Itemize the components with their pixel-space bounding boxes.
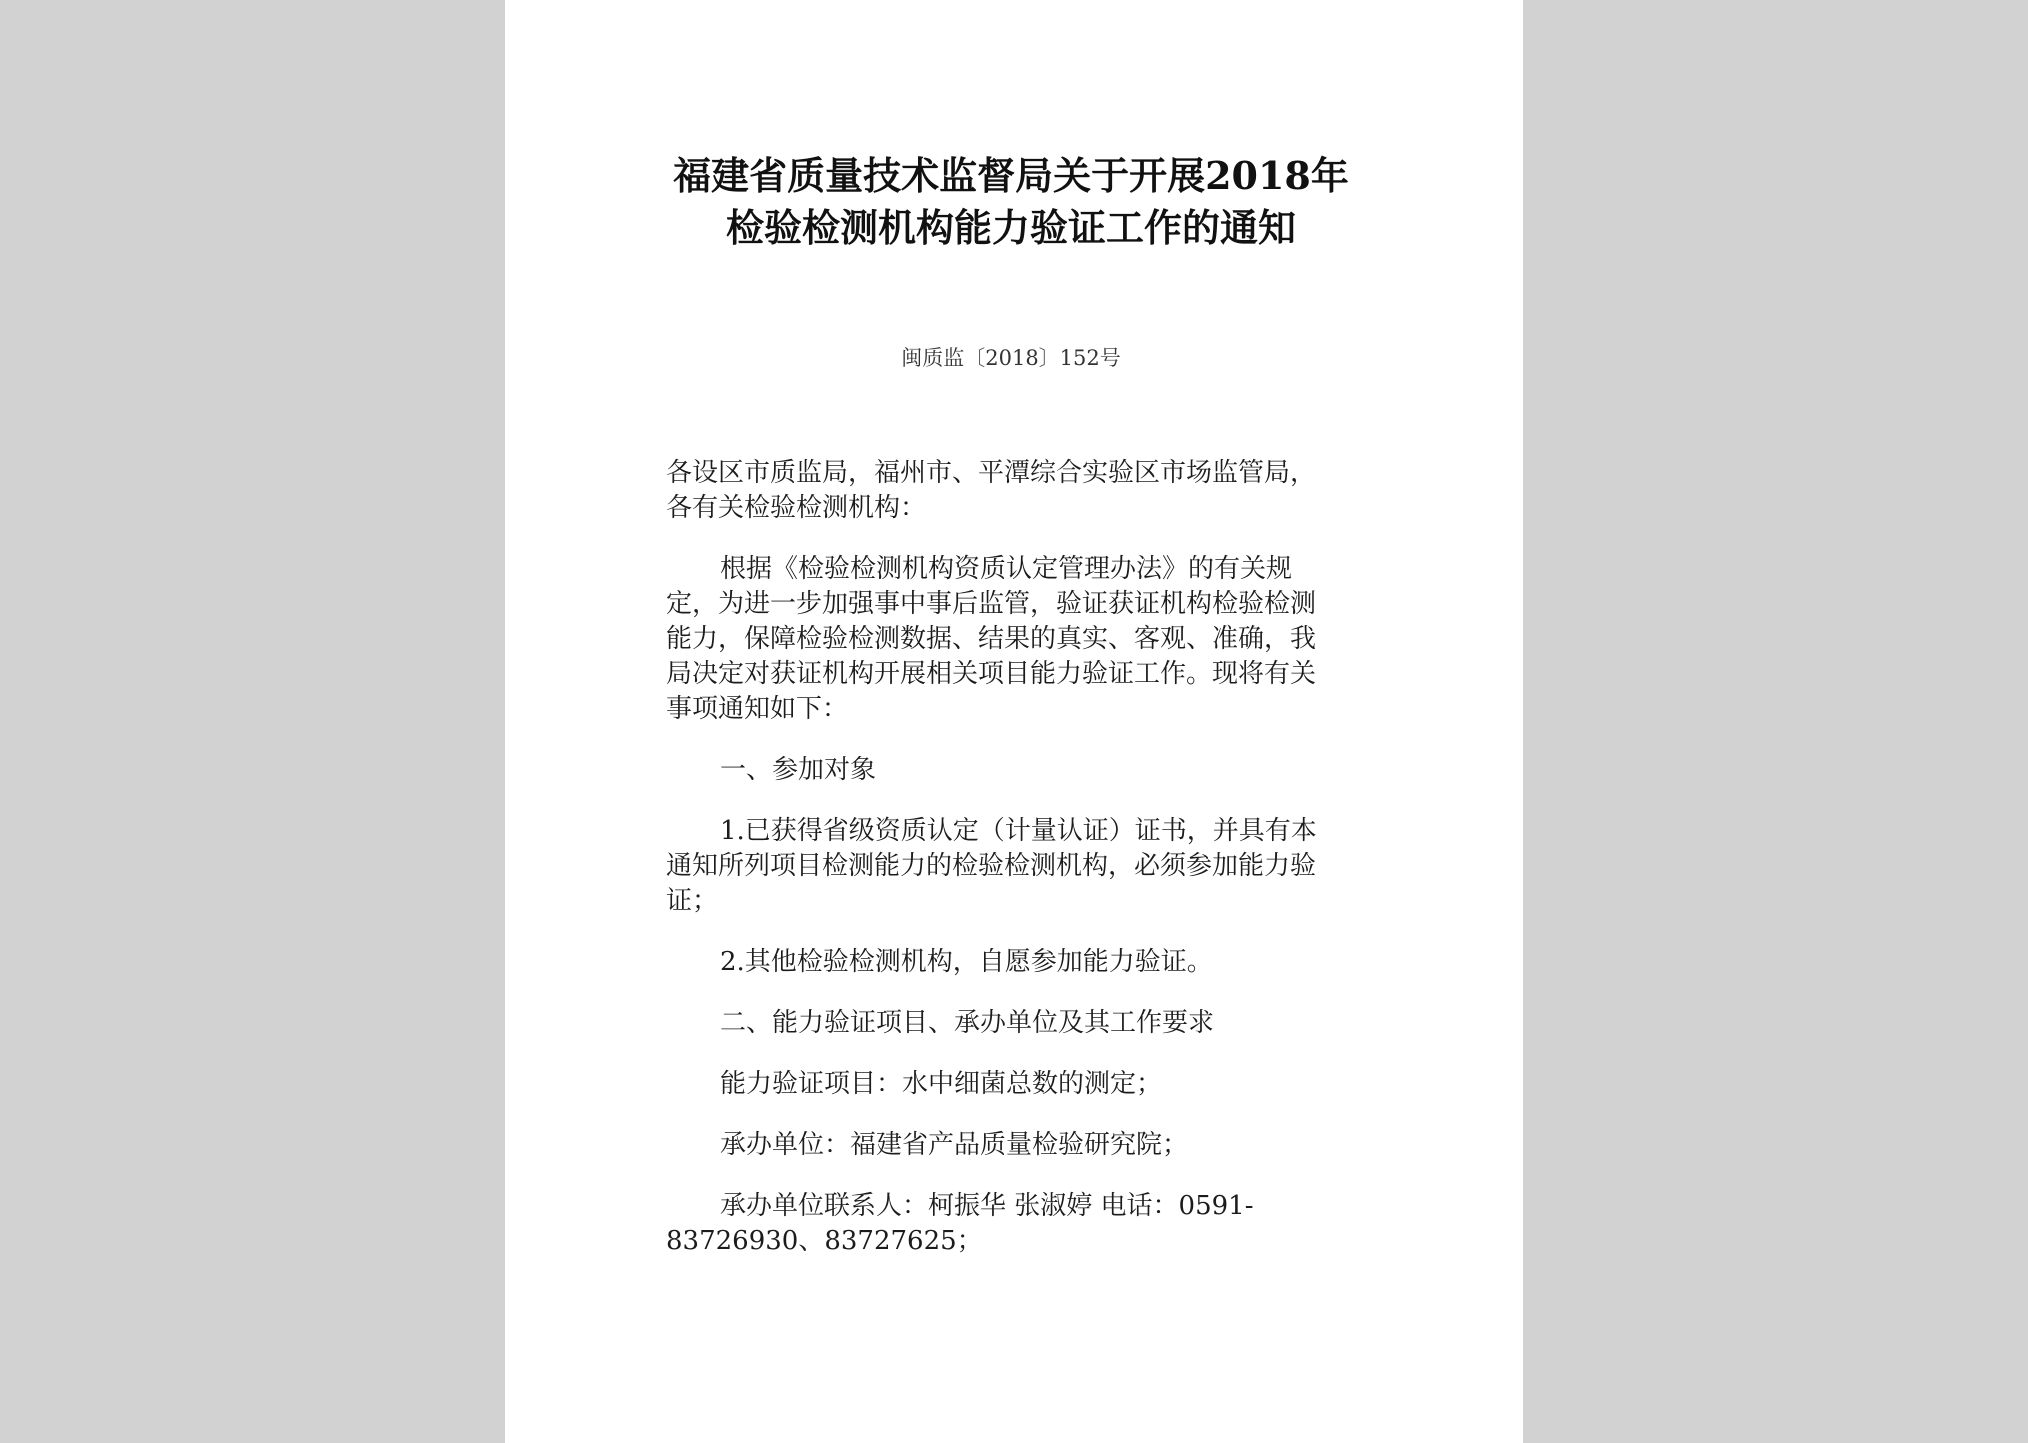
document-body	[666, 456, 1356, 1259]
salutation	[666, 456, 1356, 526]
document-number: 闽质监〔2018〕152号	[901, 346, 1121, 370]
document-page	[505, 0, 1523, 1443]
salutation-line-1: 各设区市质监局，福州市、平潭综合实验区市场监管局，	[666, 458, 1317, 488]
project-text: 能力验证项目：水中细菌总数的测定；	[720, 1069, 1163, 1099]
item-1-line-1: 1.已获得省级资质认定（计量认证）证书，并具有本	[720, 816, 1317, 846]
intro-line-1: 根据《检验检测机构资质认定管理办法》的有关规	[720, 554, 1293, 584]
section-1-heading	[666, 753, 1356, 788]
item-2-paragraph	[666, 945, 1356, 980]
intro-line-4: 局决定对获证机构开展相关项目能力验证工作。现将有关	[666, 659, 1317, 689]
intro-line-3: 能力，保障检验检测数据、结果的真实、客观、准确，我	[666, 624, 1317, 654]
section-1-heading-text: 一、参加对象	[720, 755, 877, 785]
item-1-paragraph	[666, 814, 1356, 919]
title-line-1: 福建省质量技术监督局关于开展2018年	[673, 153, 1349, 198]
document-title	[666, 150, 1356, 254]
section-2-heading	[666, 1006, 1356, 1041]
project-paragraph	[666, 1067, 1356, 1102]
intro-line-2: 定，为进一步加强事中事后监管，验证获证机构检验检测	[666, 589, 1317, 619]
contact-paragraph	[666, 1189, 1356, 1259]
section-2-heading-text: 二、能力验证项目、承办单位及其工作要求	[720, 1008, 1215, 1038]
item-1-line-2: 通知所列项目检测能力的检验检测机构，必须参加能力验	[666, 851, 1317, 881]
title-line-2: 检验检测机构能力验证工作的通知	[725, 205, 1296, 250]
salutation-line-2: 各有关检验检测机构：	[666, 493, 927, 523]
contact-line-2: 83726930、83727625；	[666, 1226, 983, 1256]
organizer-text: 承办单位：福建省产品质量检验研究院；	[720, 1130, 1189, 1160]
item-1-line-3: 证；	[666, 886, 719, 916]
item-2-text: 2.其他检验检测机构，自愿参加能力验证。	[720, 947, 1213, 977]
organizer-paragraph	[666, 1128, 1356, 1163]
contact-line-1: 承办单位联系人：柯振华 张淑婷 电话：0591-	[720, 1191, 1254, 1221]
intro-paragraph	[666, 552, 1356, 727]
intro-line-5: 事项通知如下：	[666, 694, 849, 724]
